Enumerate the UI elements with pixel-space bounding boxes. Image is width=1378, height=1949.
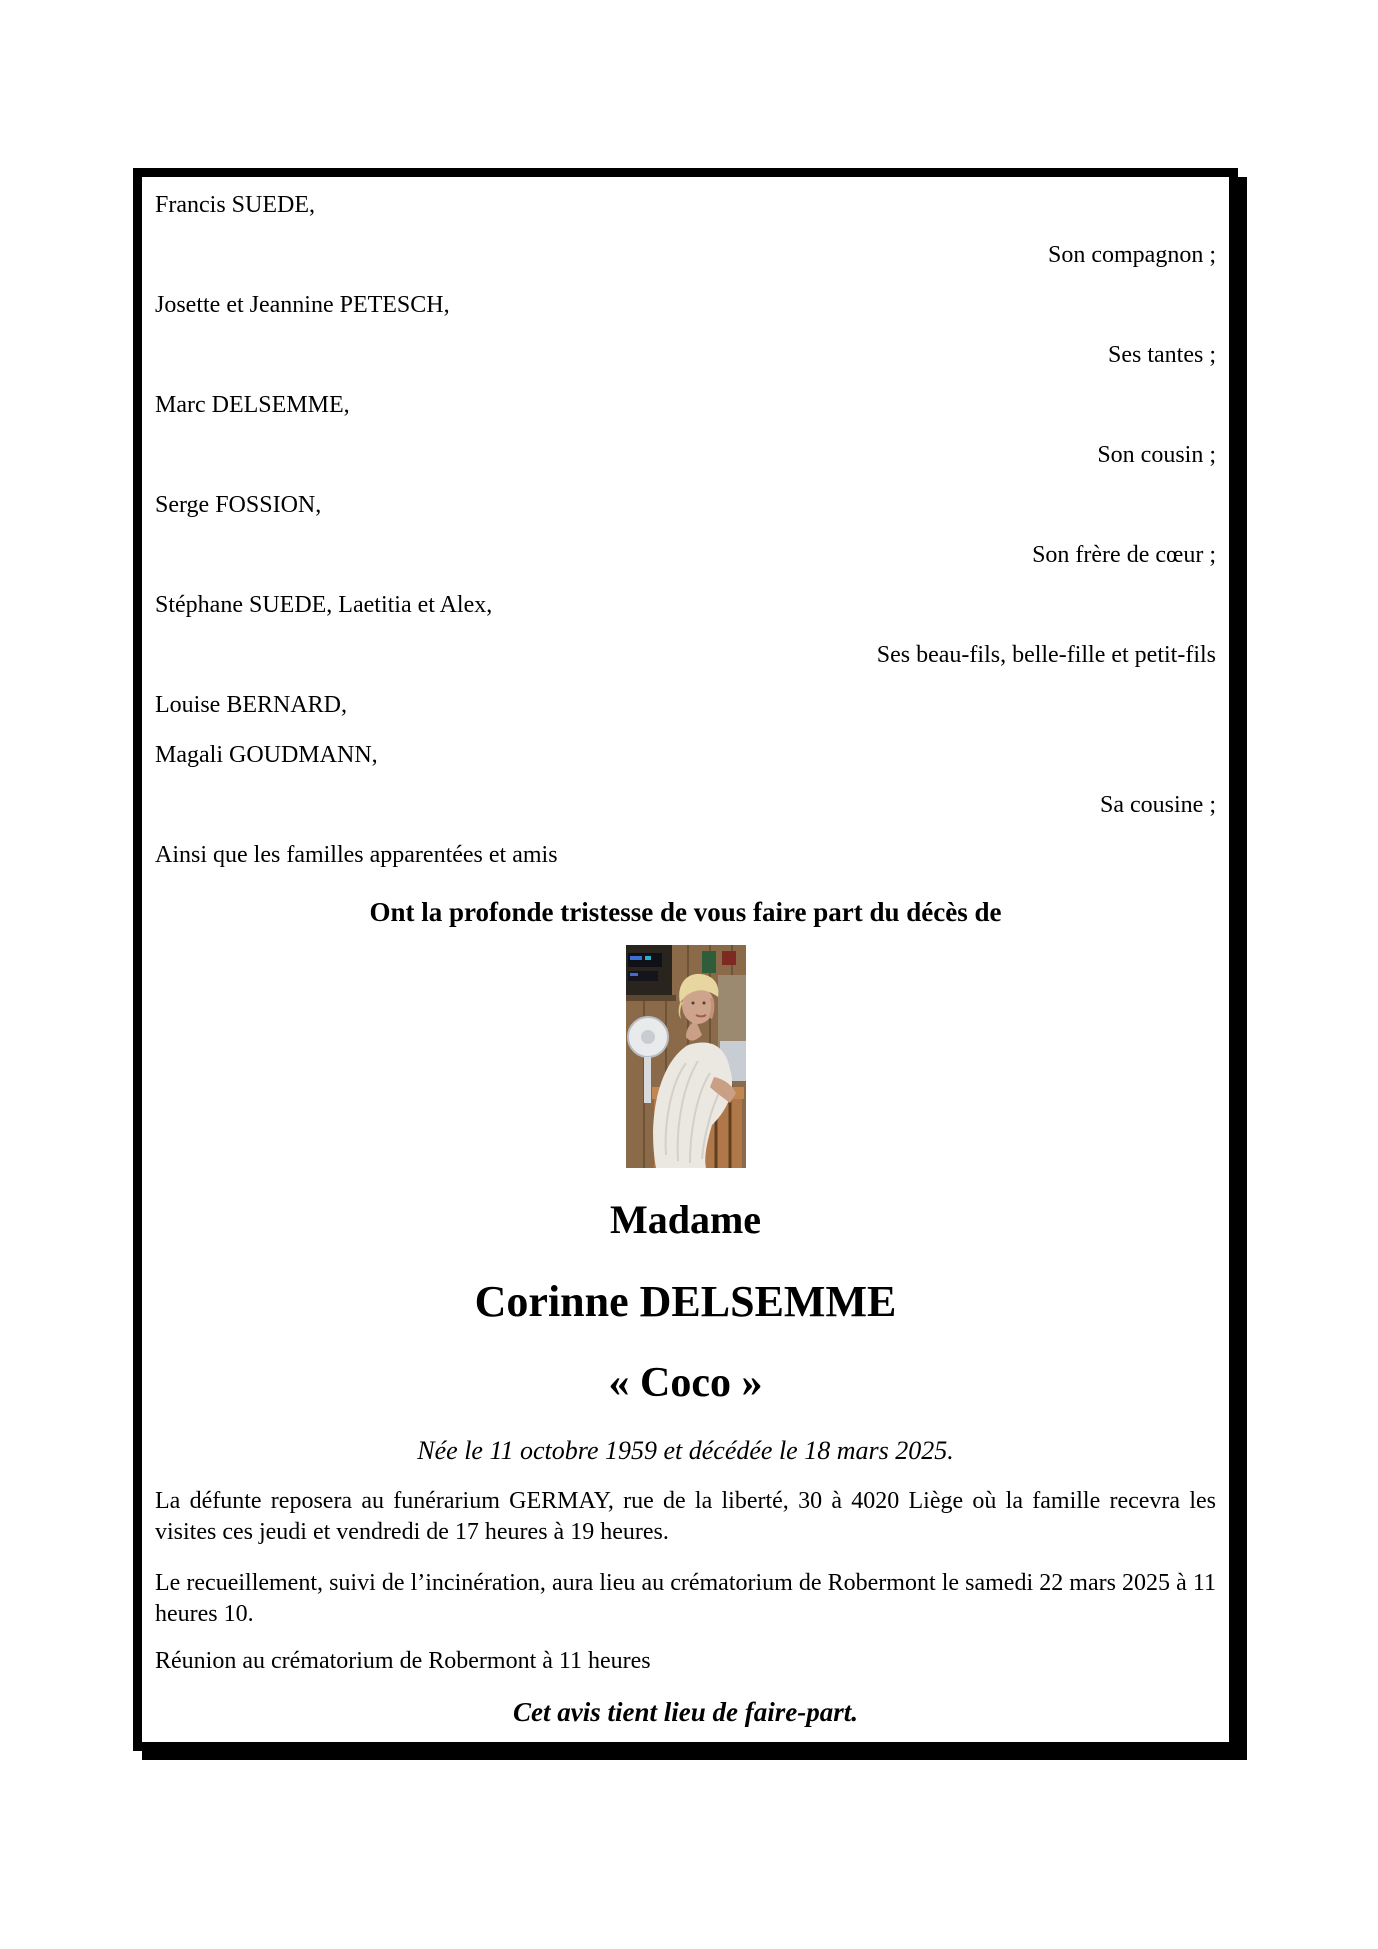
relation-label: Son cousin ; (1097, 442, 1216, 468)
relative-name: Josette et Jeannine PETESCH, (155, 292, 450, 318)
funeral-home-paragraph: La défunte reposera au funérarium GERMAY, rue de la liberté, 30 à 4020 Liège où la famille recevra les visites ces jeudi et vendredi de 17 heures à 19 heures. (155, 1488, 1216, 1545)
birth-death-dates: Née le 11 octobre 1959 et décédée le 18 mars 2025. (417, 1436, 954, 1465)
deceased-nickname: « Coco » (608, 1360, 763, 1406)
relative-name: Magali GOUDMANN, (155, 742, 378, 768)
closing-line: Cet avis tient lieu de faire-part. (513, 1697, 858, 1727)
relation-label: Ses tantes ; (1108, 342, 1216, 368)
relation-label: Ses beau-fils, belle-fille et petit-fils (876, 642, 1216, 668)
relation-label: Son compagnon ; (1048, 242, 1216, 268)
relative-name: Serge FOSSION, (155, 492, 322, 518)
title-madame: Madame (609, 1197, 762, 1242)
relative-name: Stéphane SUEDE, Laetitia et Alex, (155, 592, 493, 618)
cremation-paragraph: Le recueillement, suivi de l’incinération, aura lieu au crématorium de Robermont le samedi 22 mars 2025 à 11 heures 10. (155, 1570, 1216, 1627)
relative-name: Francis SUEDE, (155, 192, 315, 218)
deceased-name: Corinne DELSEMME (474, 1277, 897, 1326)
relative-name: Louise BERNARD, (155, 692, 347, 718)
death-notice-card (133, 168, 1238, 1751)
relative-name: Marc DELSEMME, (155, 392, 350, 418)
families-and-friends-line: Ainsi que les familles apparentées et amis (155, 842, 558, 868)
meeting-paragraph: Réunion au crématorium de Robermont à 11 heures (155, 1648, 651, 1674)
announcement-line: Ont la profonde tristesse de vous faire part du décès de (369, 897, 1002, 927)
deceased-photo (626, 945, 746, 1168)
relation-label: Sa cousine ; (1100, 792, 1216, 818)
relation-label: Son frère de cœur ; (1032, 542, 1216, 568)
